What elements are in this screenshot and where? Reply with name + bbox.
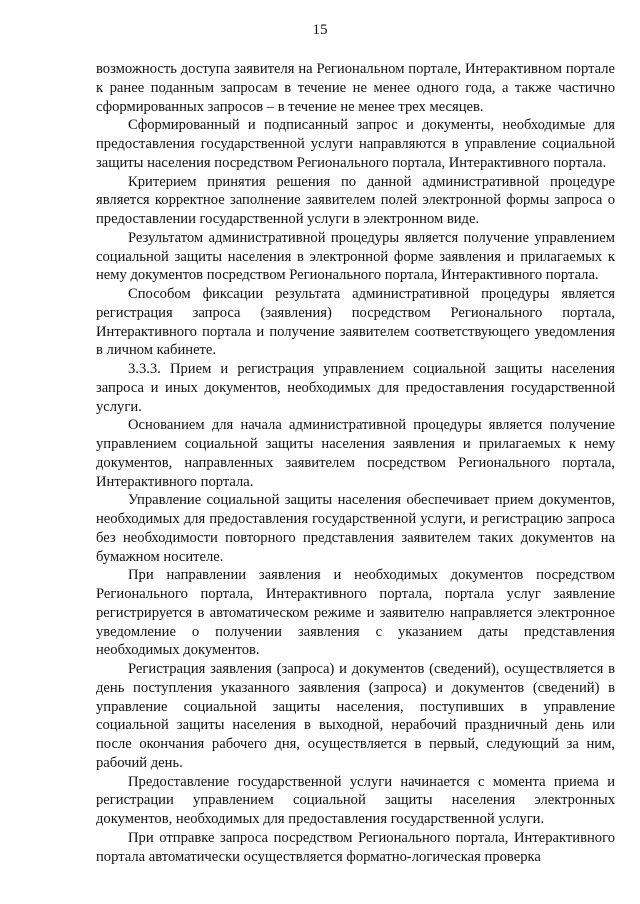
paragraph: Предоставление государственной услуги начинается с момента приема и регистрации управлением социальной защиты населения электронных документов, необходимых для предоставления государственной услуги.: [96, 773, 615, 827]
paragraph: При направлении заявления и необходимых документов посредством Регионального портала, Интерактивного портала, портала услуг заявление регистрируется в автоматическом режиме и заявителю направляется электронное уведомление о получении заявления с указанием даты представления необходимых документов.: [96, 567, 615, 659]
paragraph: 3.3.3. Прием и регистрация управлением социальной защиты населения запроса и иных документов, необходимых для предоставления государственной услуги.: [96, 361, 615, 415]
paragraph: возможность доступа заявителя на Региональном портале, Интерактивном портале к ранее поданным запросам в течение не менее одного года, а также частично сформированных запросов – в течение не менее трех месяцев.: [96, 61, 615, 115]
paragraph: Регистрация заявления (запроса) и документов (сведений), осуществляется в день поступления указанного заявления (запроса) и документов (сведений) в управление социальной защиты населения, поступивших в управление социальной защиты населения в выходной, нерабочий праздничный день или после окончания рабочего дня, осуществляется в первый, следующий за ним, рабочий день.: [96, 661, 615, 771]
paragraph: Результатом административной процедуры является получение управлением социальной защиты населения в электронной форме заявления и прилагаемых к нему документов посредством Регионального портала, Интерактивного портала.: [96, 229, 615, 284]
paragraph: При отправке запроса посредством Регионального портала, Интерактивного портала автоматически осуществляется форматно-логическая проверка: [96, 829, 615, 865]
paragraph: Управление социальной защиты населения обеспечивает прием документов, необходимых для предоставления государственной услуги, и регистрацию запроса без необходимости повторного представления заявителем таких документов на бумажном носителе.: [96, 492, 615, 565]
paragraph: Способом фиксации результата административной процедуры является регистрация запроса (заявления) посредством Регионального портала, Интерактивного портала и получение заявителем соответствующего уведомления в личном кабинете.: [96, 286, 615, 359]
paragraph: Критерием принятия решения по данной административной процедуре является корректное заполнение заявителем полей электронной формы запроса о предоставлении государственной услуги в электронном виде.: [96, 173, 615, 227]
page-number: 15: [312, 22, 328, 38]
paragraph: Основанием для начала административной процедуры является получение управлением социальной защиты населения заявления и прилагаемых к нему документов, направленных заявителем посредством Регионального портала, Интерактивного портала.: [96, 417, 615, 490]
paragraph: Сформированный и подписанный запрос и документы, необходимые для предоставления государственной услуги направляются в управление социальной защиты населения посредством Регионального портала, Интерактивного портала.: [96, 117, 615, 171]
document-body: [96, 60, 615, 866]
